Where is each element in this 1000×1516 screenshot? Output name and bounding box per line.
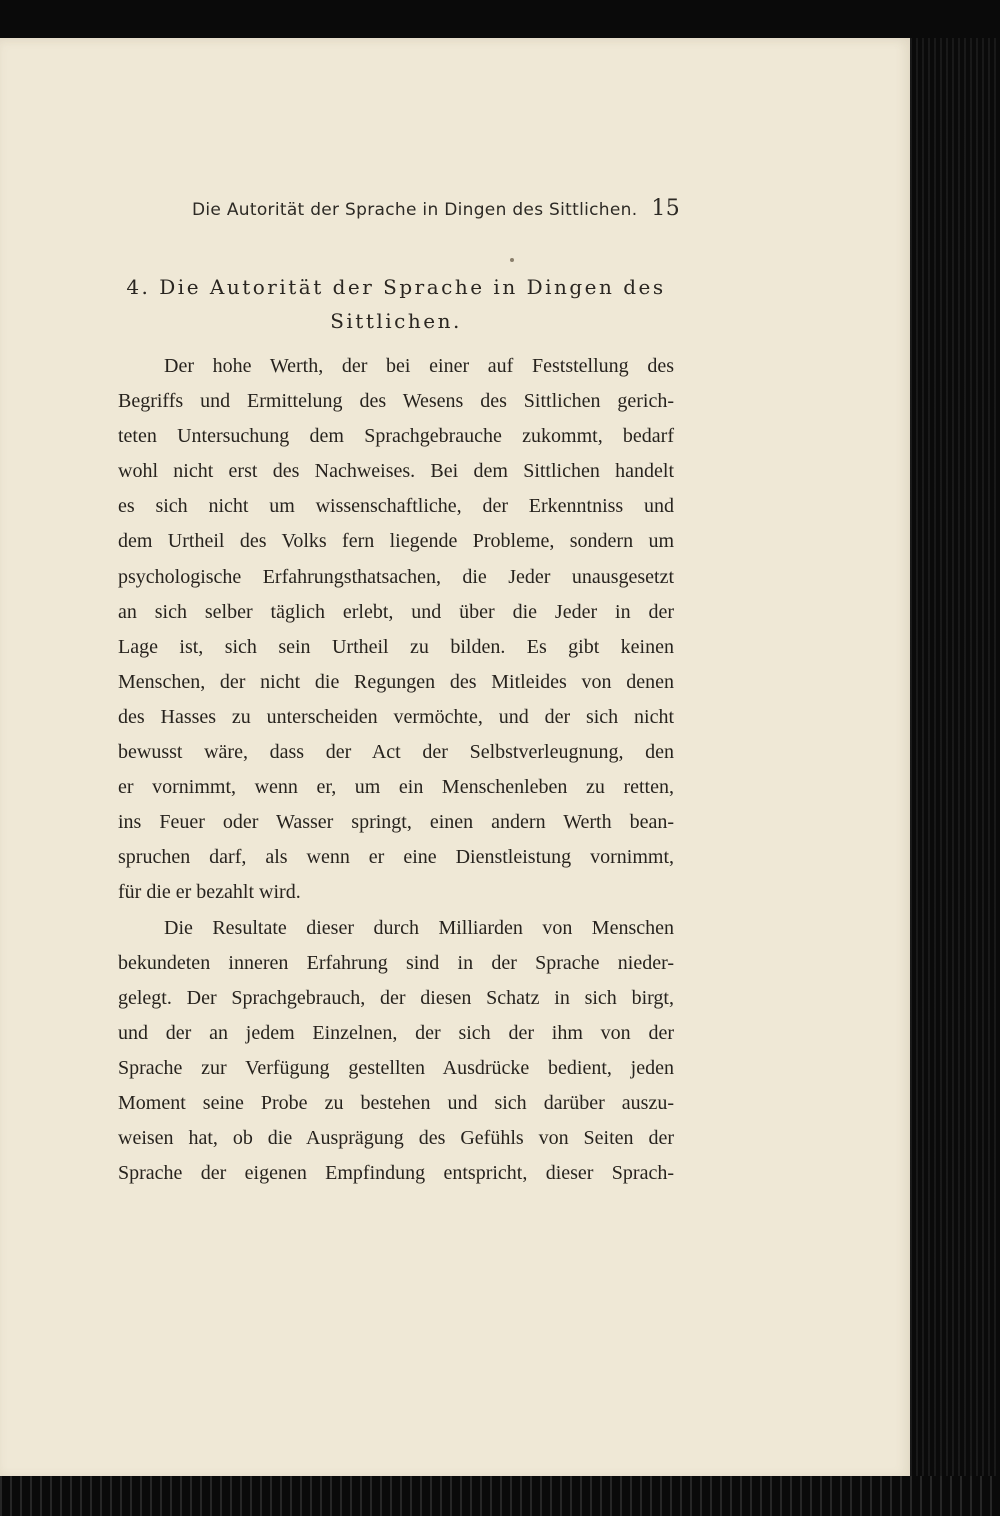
body-text bbox=[118, 349, 674, 1191]
paragraph-2 bbox=[118, 911, 674, 1192]
section-heading-line-1: 4. Die Autorität der Sprache in Dingen des bbox=[126, 275, 666, 299]
text-line: psychologische Erfahrungsthatsachen, die Jeder unausgesetzt bbox=[118, 565, 674, 588]
text-line: und der an jedem Einzelnen, der sich der ihm von der bbox=[118, 1021, 674, 1044]
text-line: teten Untersuchung dem Sprachgebrauche zukommt, bedarf bbox=[118, 425, 674, 448]
text-line: weisen hat, ob die Ausprägung des Gefühls von Seiten der bbox=[118, 1127, 674, 1150]
page-number: 15 bbox=[651, 196, 680, 221]
text-line: des Hasses zu unterscheiden vermöchte, und der sich nicht bbox=[118, 705, 674, 728]
text-line: Moment seine Probe zu bestehen und sich darüber auszu- bbox=[118, 1091, 674, 1114]
paragraph-1 bbox=[118, 349, 674, 911]
text-line: für die er bezahlt wird. bbox=[118, 881, 301, 904]
ink-speck bbox=[510, 258, 514, 262]
text-line: dem Urtheil des Volks fern liegende Probleme, sondern um bbox=[118, 530, 674, 553]
section-heading bbox=[118, 270, 674, 338]
text-line: Lage ist, sich sein Urtheil zu bilden. Es gibt keinen bbox=[118, 635, 674, 658]
text-line: bewusst wäre, dass der Act der Selbstverleugnung, den bbox=[118, 741, 674, 764]
text-line: es sich nicht um wissenschaftliche, der Erkenntniss und bbox=[118, 495, 674, 518]
text-line: an sich selber täglich erlebt, und über die Jeder in der bbox=[118, 600, 674, 623]
text-line: ins Feuer oder Wasser springt, einen andern Werth bean- bbox=[118, 811, 674, 834]
text-line: Die Resultate dieser durch Milliarden von Menschen bbox=[164, 916, 674, 939]
text-line: er vornimmt, wenn er, um ein Menschenleben zu retten, bbox=[118, 776, 674, 799]
text-line: spruchen darf, als wenn er eine Dienstleistung vornimmt, bbox=[118, 846, 674, 869]
section-heading-line-2: Sittlichen. bbox=[330, 309, 462, 333]
text-line: Sprache der eigenen Empfindung entspricht, dieser Sprach- bbox=[118, 1162, 674, 1185]
text-line: gelegt. Der Sprachgebrauch, der diesen Schatz in sich birgt, bbox=[118, 986, 674, 1009]
running-head-title: Die Autorität der Sprache in Dingen des Sittlichen. bbox=[192, 200, 638, 220]
text-line: bekundeten inneren Erfahrung sind in der Sprache nieder- bbox=[118, 951, 674, 974]
page-stack-edge bbox=[910, 38, 1000, 1476]
running-head bbox=[192, 196, 680, 228]
text-line: Sprache zur Verfügung gestellten Ausdrücke bedient, jeden bbox=[118, 1056, 674, 1079]
text-line: wohl nicht erst des Nachweises. Bei dem Sittlichen handelt bbox=[118, 460, 674, 483]
text-line: Begriffs und Ermittelung des Wesens des Sittlichen gerich- bbox=[118, 390, 674, 413]
text-line: Menschen, der nicht die Regungen des Mitleides von denen bbox=[118, 670, 674, 693]
text-line: Der hohe Werth, der bei einer auf Feststellung des bbox=[164, 355, 674, 377]
scanner-bed-strip bbox=[0, 1476, 1000, 1516]
